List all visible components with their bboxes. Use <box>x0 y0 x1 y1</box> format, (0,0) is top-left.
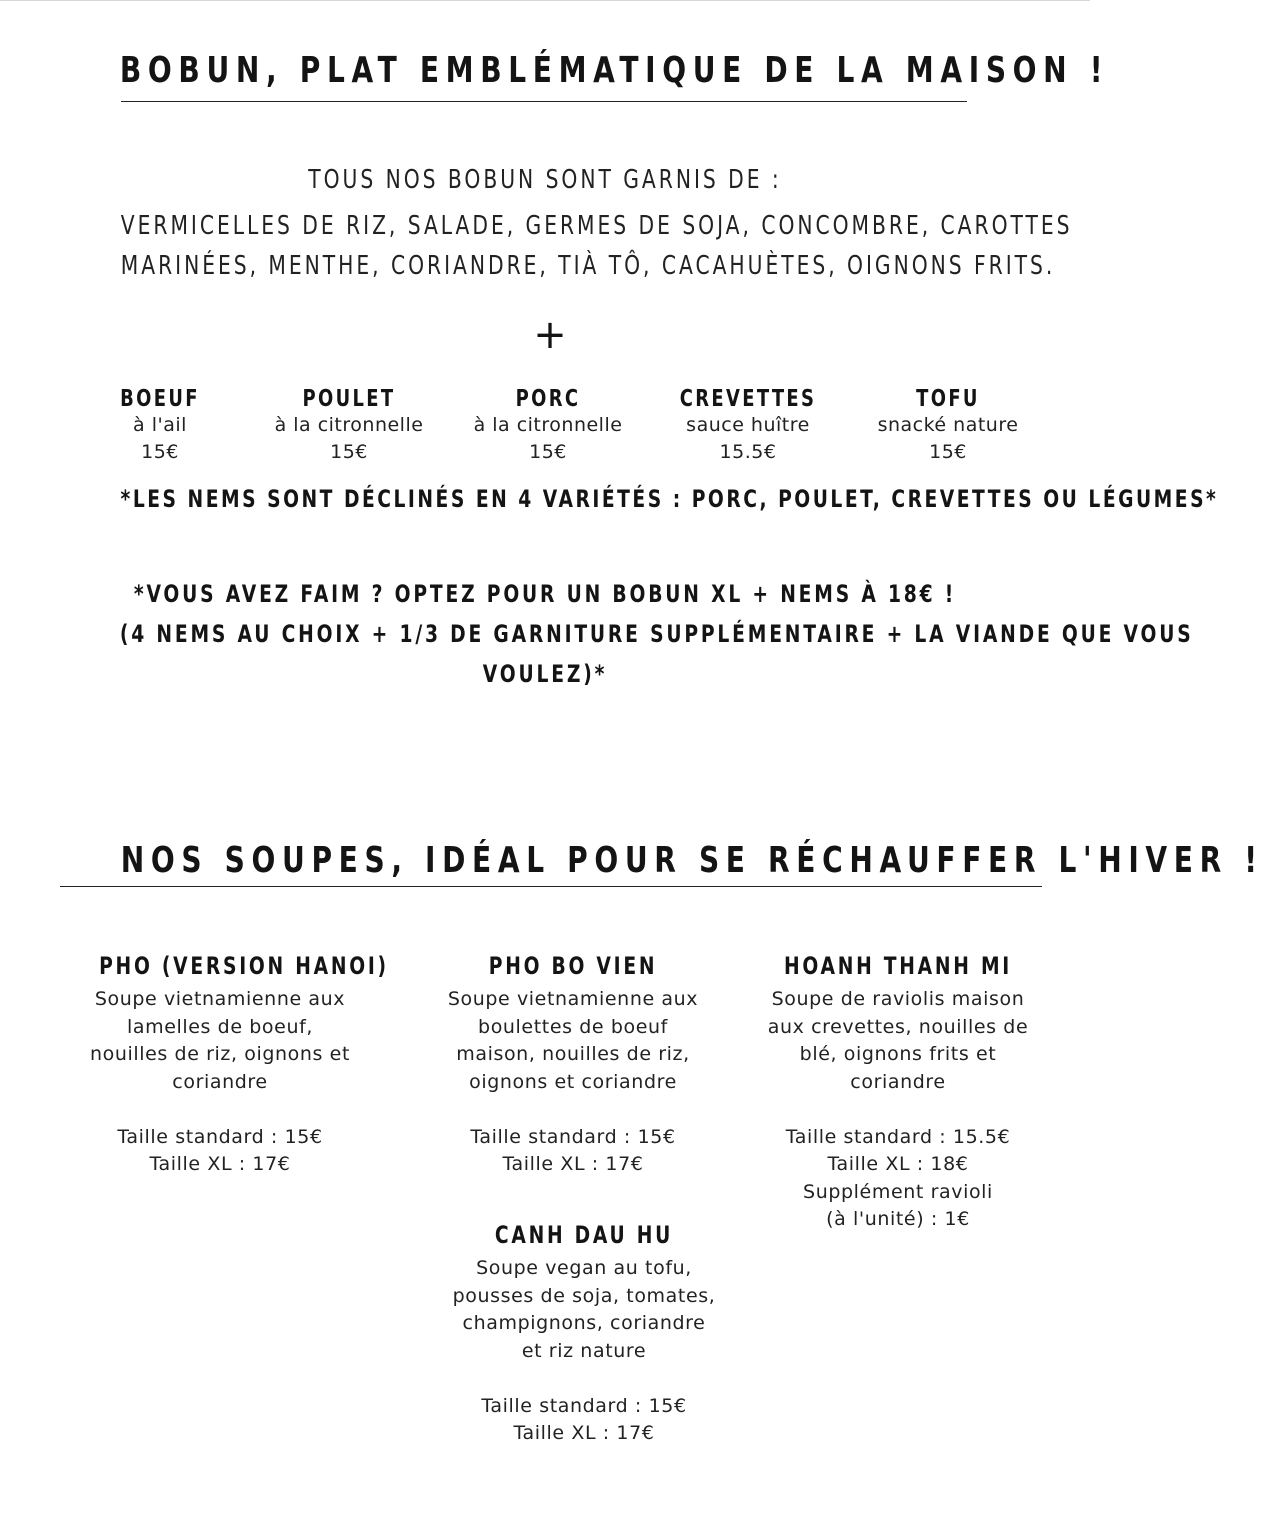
protein-crevettes <box>648 386 848 466</box>
soup-name: PHO BO VIEN <box>488 952 658 980</box>
soup-hoanh-thanh-mi <box>743 952 1053 1234</box>
soup-desc-line: coriandre <box>850 1070 946 1093</box>
protein-name: PORC <box>515 386 581 412</box>
soup-desc-line: Soupe vietnamienne aux <box>94 988 346 1010</box>
soup-desc-line: lamelles de boeuf, <box>126 1015 314 1038</box>
soup-price-standard: Taille standard : 15.5€ <box>785 1125 1011 1148</box>
soup-desc-line: Soupe vegan au tofu, <box>476 1257 692 1279</box>
xl-offer-line-2: (4 NEMS AU CHOIX + 1/3 DE GARNITURE SUPPLÉMENTAIRE + LA VIANDE QUE VOUS <box>119 620 1194 648</box>
garnish-list-line-1: VERMICELLES DE RIZ, SALADE, GERMES DE SOJA, CONCOMBRE, CAROTTES <box>120 211 1073 241</box>
soup-price-xl: Taille XL : 18€ <box>827 1153 969 1175</box>
plus-sign: + <box>533 312 567 358</box>
protein-name: CREVETTES <box>679 386 817 412</box>
soup-price-standard: Taille standard : 15€ <box>481 1394 687 1417</box>
top-border <box>0 0 1090 1</box>
protein-tofu <box>848 386 1048 466</box>
xl-offer-line-3: VOULEZ)* <box>482 660 608 688</box>
protein-price: 15€ <box>929 441 967 463</box>
soup-pho-bo-vien <box>418 952 728 1179</box>
protein-boeuf <box>60 386 260 466</box>
soup-desc-line: nouilles de riz, oignons et <box>89 1043 351 1065</box>
protein-price: 15€ <box>529 441 567 463</box>
soup-desc-line: oignons et coriandre <box>469 1070 677 1093</box>
soup-desc-line: aux crevettes, nouilles de <box>767 1015 1029 1038</box>
soup-price-xl: Taille XL : 17€ <box>513 1422 655 1444</box>
soup-name: CANH DAU HU <box>494 1221 674 1249</box>
protein-poulet <box>249 386 449 466</box>
protein-desc: à la citronnelle <box>274 414 424 436</box>
protein-name: TOFU <box>916 386 980 412</box>
protein-desc: à l'ail <box>133 414 187 436</box>
protein-desc: à la citronnelle <box>473 414 623 436</box>
protein-price: 15€ <box>141 441 179 463</box>
soup-price-xl: Taille XL : 17€ <box>149 1153 291 1175</box>
soup-pho-hanoi <box>65 952 389 1179</box>
soup-desc-line: boulettes de boeuf <box>478 1015 668 1038</box>
protein-desc: sauce huître <box>686 414 810 436</box>
protein-price: 15.5€ <box>719 441 777 463</box>
garnish-intro: TOUS NOS BOBUN SONT GARNIS DE : <box>308 165 782 195</box>
soup-desc-line: coriandre <box>172 1070 268 1093</box>
soupes-section-title: NOS SOUPES, IDÉAL POUR SE RÉCHAUFFER L'HIVER ! <box>120 840 1264 881</box>
soupes-title-underline <box>60 886 1042 887</box>
protein-desc: snacké nature <box>877 414 1019 436</box>
protein-name: BOEUF <box>120 386 200 412</box>
soup-name: HOANH THANH MI <box>783 952 1013 980</box>
soup-desc-line: maison, nouilles de riz, <box>456 1043 690 1065</box>
garnish-list-line-2: MARINÉES, MENTHE, CORIANDRE, TIÀ TÔ, CACAHUÈTES, OIGNONS FRITS. <box>120 251 1056 281</box>
protein-porc <box>448 386 648 466</box>
soup-canh-dau-hu <box>429 1221 739 1448</box>
soup-desc-line: champignons, coriandre <box>462 1312 706 1334</box>
bobun-section-title: BOBUN, PLAT EMBLÉMATIQUE DE LA MAISON ! <box>119 50 1110 91</box>
bobun-title-underline <box>121 101 967 102</box>
protein-price: 15€ <box>330 441 368 463</box>
protein-name: POULET <box>302 386 396 412</box>
soup-desc-line: et riz nature <box>521 1339 647 1362</box>
soup-desc-line: Soupe vietnamienne aux <box>447 988 699 1010</box>
soup-price-standard: Taille standard : 15€ <box>117 1125 323 1148</box>
soup-price-xl: Taille XL : 17€ <box>502 1153 644 1175</box>
soup-desc-line: pousses de soja, tomates, <box>452 1284 716 1307</box>
soup-supplement-unit: (à l'unité) : 1€ <box>826 1208 970 1230</box>
xl-offer-line-1: *VOUS AVEZ FAIM ? OPTEZ POUR UN BOBUN XL + NEMS À 18€ ! <box>133 580 957 608</box>
soup-price-standard: Taille standard : 15€ <box>470 1125 676 1148</box>
soup-name: PHO (VERSION HANOI) <box>99 952 389 980</box>
nems-note: *LES NEMS SONT DÉCLINÉS EN 4 VARIÉTÉS : PORC, POULET, CREVETTES OU LÉGUMES* <box>120 485 1219 513</box>
soup-desc-line: blé, oignons frits et <box>799 1043 997 1065</box>
soup-supplement: Supplément ravioli <box>803 1180 993 1203</box>
soup-desc-line: Soupe de raviolis maison <box>771 988 1025 1010</box>
